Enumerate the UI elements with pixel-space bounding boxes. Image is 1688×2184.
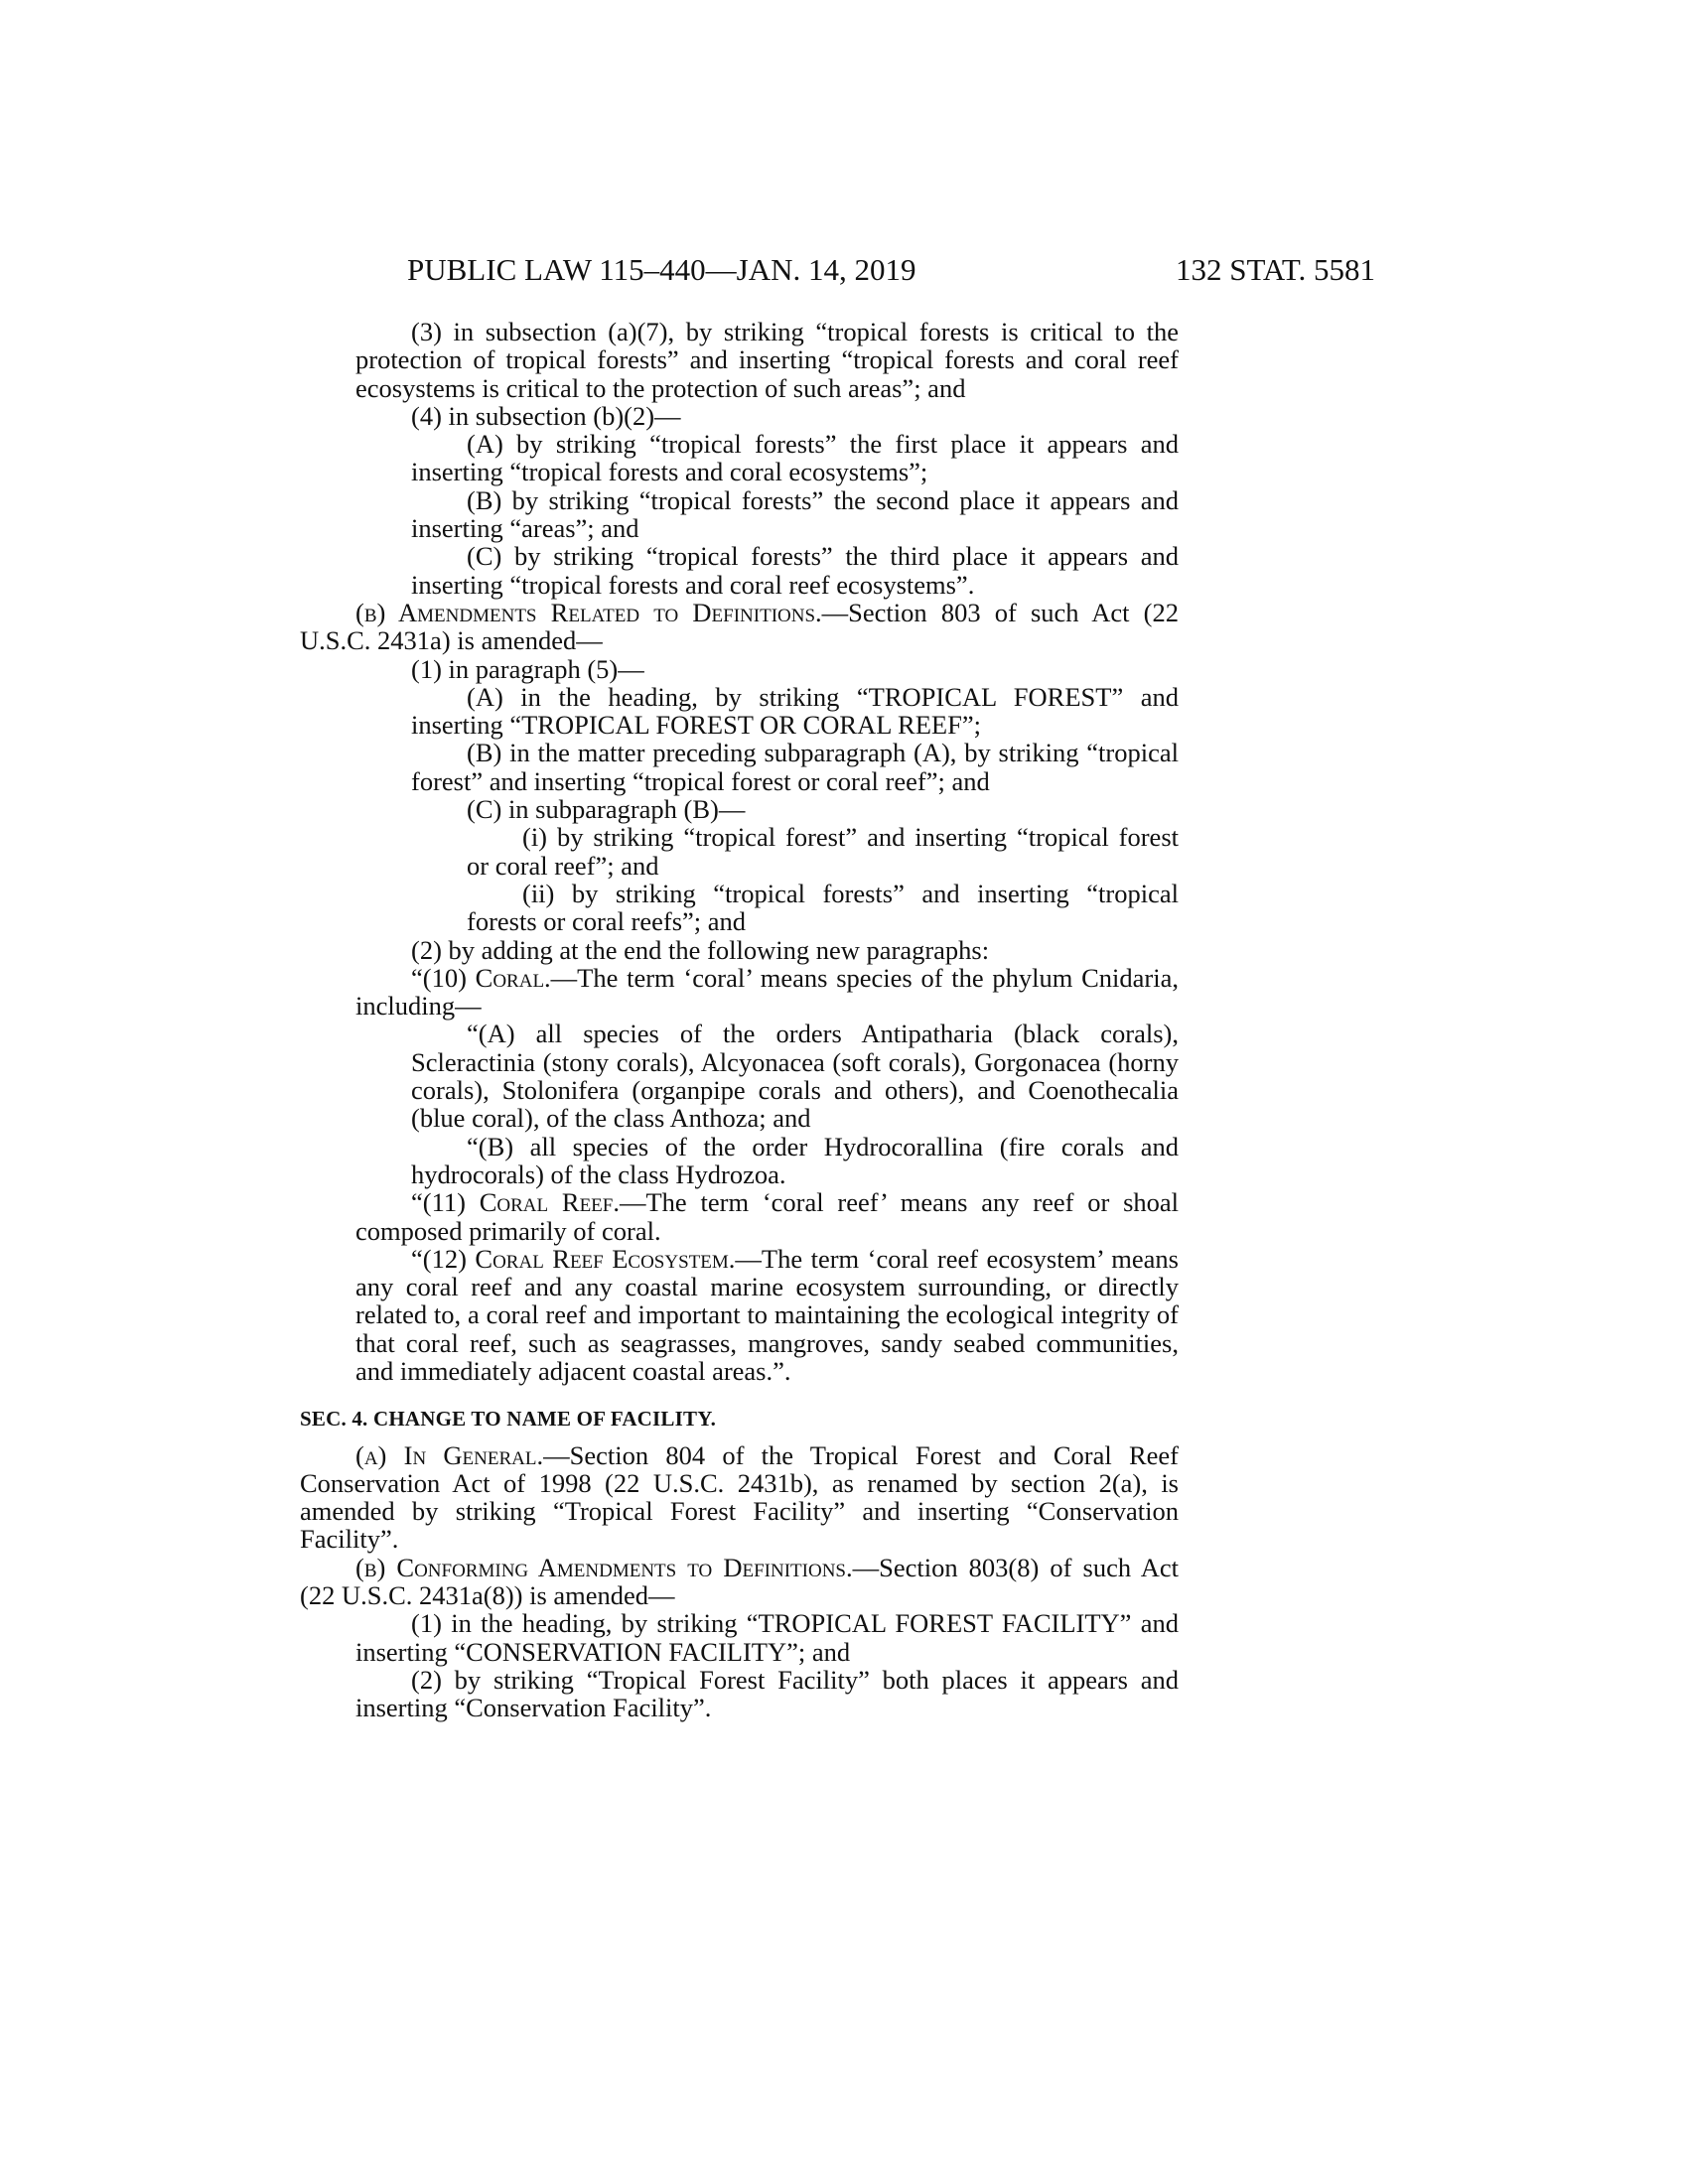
- definition-heading: “(11) Coral Reef.: [411, 1187, 620, 1218]
- paragraph: (ii) by striking “tropical forests” and inserting “tropical forests or coral reefs”; and: [467, 878, 1179, 937]
- paragraph: [300, 599, 1179, 655]
- paragraph: (C) by striking “tropical forests” the third place it appears and inserting “tropical forests and coral reef ecosystems”.: [411, 541, 1179, 600]
- paragraph: (2) by adding at the end the following new paragraphs:: [411, 934, 990, 965]
- body-text: [300, 318, 1179, 1722]
- page-header: [298, 250, 1375, 290]
- paragraph: “(A) all species of the orders Antipatharia (black corals), Scleractinia (stony corals), Alcyonacea (soft corals), Gorgonacea (horny corals), Stolonifera (organpipe corals and others), and Coenothecalia (blue coral), of the class Anthoza; and: [411, 1019, 1179, 1134]
- paragraph: [300, 1245, 1179, 1385]
- paragraph: (2) by striking “Tropical Forest Facility” both places it appears and inserting “Conservation Facility”.: [355, 1664, 1179, 1723]
- running-head: PUBLIC LAW 115–440—JAN. 14, 2019: [407, 252, 916, 287]
- paragraph: (3) in subsection (a)(7), by striking “tropical forests is critical to the protection of tropical forests” and inserting “tropical forests and coral reef ecosystems is critical to the protection of such areas”; and: [355, 317, 1179, 403]
- paragraph: (B) in the matter preceding subparagraph (A), by striking “tropical forest” and inserting “tropical forest or coral reef”; and: [411, 738, 1179, 796]
- definition-heading: “(12) Coral Reef Ecosystem.: [411, 1243, 736, 1274]
- paragraph: “(B) all species of the order Hydrocorallina (fire corals and hydrocorals) of the class Hydrozoa.: [411, 1131, 1179, 1189]
- paragraph-text: —The term ‘coral’ means species of the phylum Cnidaria, including—: [355, 962, 1179, 1022]
- section-heading: SEC. 4. CHANGE TO NAME OF FACILITY.: [300, 1407, 717, 1432]
- paragraph: (A) by striking “tropical forests” the first place it appears and inserting “tropical forests and coral ecosystems”;: [411, 429, 1179, 487]
- paragraph: (4) in subsection (b)(2)—: [411, 400, 681, 431]
- paragraph: (A) in the heading, by striking “TROPICAL FOREST” and inserting “TROPICAL FOREST OR CORAL REEF”;: [411, 681, 1179, 741]
- subsection-heading: (b) Conforming Amendments to Definitions.: [355, 1552, 853, 1582]
- paragraph: [300, 1188, 1179, 1245]
- paragraph-text: —Section 804 of the Tropical Forest and Coral Reef Conservation Act of 1998 (22 U.S.C. 2431b), as renamed by section 2(a), is amended by striking “Tropical Forest Facility” and inserting “Conservation Facility”.: [300, 1439, 1179, 1555]
- paragraph-text: —Section 803 of such Act (22 U.S.C. 2431a) is amended—: [300, 597, 1179, 656]
- paragraph: (1) in the heading, by striking “TROPICAL FOREST FACILITY” and inserting “CONSERVATION FACILITY”; and: [355, 1608, 1179, 1667]
- subsection-heading: (b) Amendments Related to Definitions.: [355, 597, 822, 627]
- paragraph-text: —The term ‘coral reef ecosystem’ means any coral reef and any coastal marine ecosystem surrounding, or directly related to, a coral reef and important to maintaining the ecological integrity of that coral reef, such as seagrasses, mangroves, sandy seabed communities, and immediately adjacent coastal areas.”.: [355, 1243, 1179, 1386]
- paragraph: [300, 964, 1179, 1021]
- paragraph-text: —The term ‘coral reef’ means any reef or shoal composed primarily of coral.: [355, 1187, 1180, 1246]
- stat-citation: 132 STAT. 5581: [1175, 252, 1375, 287]
- paragraph: (i) by striking “tropical forest” and inserting “tropical forest or coral reef”; and: [467, 822, 1179, 881]
- subsection-heading: (a) In General.: [355, 1439, 544, 1470]
- definition-heading: “(10) Coral.: [411, 962, 551, 993]
- paragraph: (1) in paragraph (5)—: [411, 653, 644, 684]
- paragraph: [300, 1441, 1179, 1554]
- paragraph-text: —Section 803(8) of such Act (22 U.S.C. 2431a(8)) is amended—: [300, 1552, 1179, 1611]
- paragraph: (B) by striking “tropical forests” the second place it appears and inserting “areas”; and: [411, 484, 1179, 544]
- paragraph: (C) in subparagraph (B)—: [467, 794, 746, 825]
- paragraph: [300, 1554, 1179, 1610]
